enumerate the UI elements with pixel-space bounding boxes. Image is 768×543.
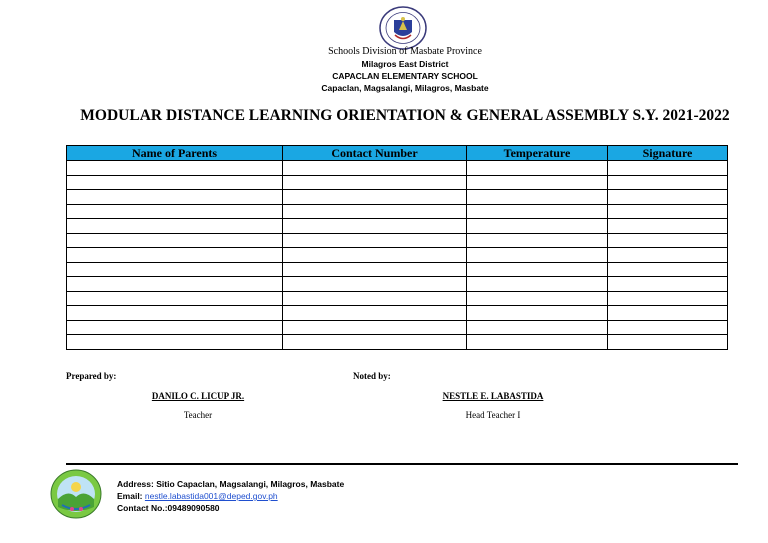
prepared-by-label: Prepared by: bbox=[66, 371, 117, 381]
name-cell bbox=[67, 204, 283, 219]
preparer-role: Teacher bbox=[183, 410, 213, 420]
contact-cell bbox=[283, 204, 467, 219]
noter-name: NESTLE E. LABASTIDA bbox=[442, 391, 544, 401]
table-header-row bbox=[67, 146, 728, 161]
table-row bbox=[67, 291, 728, 306]
name-cell bbox=[67, 320, 283, 335]
name-cell bbox=[67, 233, 283, 248]
contact-cell bbox=[283, 320, 467, 335]
noter-role: Head Teacher I bbox=[465, 410, 521, 420]
column-header-signature: Signature bbox=[608, 146, 728, 161]
email-label: Email: bbox=[117, 491, 143, 501]
table-row bbox=[67, 204, 728, 219]
address-label: Address: bbox=[117, 479, 154, 489]
temperature-cell bbox=[467, 190, 608, 205]
footer-contact bbox=[117, 503, 220, 513]
temperature-cell bbox=[467, 335, 608, 350]
temperature-cell bbox=[467, 291, 608, 306]
temperature-cell bbox=[467, 219, 608, 234]
signature-cell bbox=[608, 219, 728, 234]
school-logo-icon bbox=[50, 469, 102, 519]
name-cell bbox=[67, 175, 283, 190]
contact-cell bbox=[283, 335, 467, 350]
name-cell bbox=[67, 277, 283, 292]
table-row bbox=[67, 219, 728, 234]
table-row bbox=[67, 306, 728, 321]
name-cell bbox=[67, 248, 283, 263]
signature-cell bbox=[608, 204, 728, 219]
contact-cell bbox=[283, 175, 467, 190]
signature-cell bbox=[608, 262, 728, 277]
division-name: Schools Division of Masbate Province bbox=[328, 46, 482, 57]
school-address: Capaclan, Magsalangi, Milagros, Masbate bbox=[321, 83, 489, 93]
signature-cell bbox=[608, 248, 728, 263]
signature-cell bbox=[608, 161, 728, 176]
noted-by-label: Noted by: bbox=[353, 371, 391, 381]
signature-cell bbox=[608, 306, 728, 321]
preparer-name: DANILO C. LICUP JR. bbox=[151, 391, 245, 401]
table-row bbox=[67, 262, 728, 277]
signature-cell bbox=[608, 190, 728, 205]
signature-cell bbox=[608, 335, 728, 350]
district-name: Milagros East District bbox=[361, 59, 449, 69]
signature-cell bbox=[608, 175, 728, 190]
address-value: Sitio Capaclan, Magsalangi, Milagros, Masbate bbox=[156, 479, 345, 489]
contact-cell bbox=[283, 161, 467, 176]
name-cell bbox=[67, 161, 283, 176]
table-row bbox=[67, 190, 728, 205]
signature-cell bbox=[608, 277, 728, 292]
temperature-cell bbox=[467, 306, 608, 321]
contact-cell bbox=[283, 219, 467, 234]
column-header-name: Name of Parents bbox=[67, 146, 283, 161]
contact-cell bbox=[283, 277, 467, 292]
temperature-cell bbox=[467, 262, 608, 277]
attendance-table bbox=[66, 145, 728, 350]
name-cell bbox=[67, 306, 283, 321]
table-row bbox=[67, 233, 728, 248]
name-cell bbox=[67, 291, 283, 306]
table-row bbox=[67, 175, 728, 190]
contact-value: 09489090580 bbox=[167, 503, 220, 513]
contact-cell bbox=[283, 190, 467, 205]
name-cell bbox=[67, 190, 283, 205]
footer-divider bbox=[66, 463, 738, 465]
temperature-cell bbox=[467, 204, 608, 219]
temperature-cell bbox=[467, 320, 608, 335]
contact-cell bbox=[283, 248, 467, 263]
column-header-temperature: Temperature bbox=[467, 146, 608, 161]
footer-email bbox=[117, 491, 278, 501]
deped-seal-icon bbox=[378, 6, 428, 50]
table-row bbox=[67, 248, 728, 263]
temperature-cell bbox=[467, 233, 608, 248]
table-row bbox=[67, 335, 728, 350]
temperature-cell bbox=[467, 175, 608, 190]
table-row bbox=[67, 320, 728, 335]
signature-cell bbox=[608, 233, 728, 248]
name-cell bbox=[67, 335, 283, 350]
footer-address bbox=[117, 479, 344, 489]
school-name: CAPACLAN ELEMENTARY SCHOOL bbox=[332, 71, 478, 81]
temperature-cell bbox=[467, 248, 608, 263]
temperature-cell bbox=[467, 277, 608, 292]
column-header-contact: Contact Number bbox=[283, 146, 467, 161]
table-row bbox=[67, 277, 728, 292]
signature-cell bbox=[608, 291, 728, 306]
temperature-cell bbox=[467, 161, 608, 176]
table-row bbox=[67, 161, 728, 176]
contact-cell bbox=[283, 233, 467, 248]
name-cell bbox=[67, 262, 283, 277]
document-title: MODULAR DISTANCE LEARNING ORIENTATION & GENERAL ASSEMBLY S.Y. 2021-2022 bbox=[80, 107, 730, 124]
contact-cell bbox=[283, 306, 467, 321]
name-cell bbox=[67, 219, 283, 234]
contact-cell bbox=[283, 262, 467, 277]
contact-label: Contact No.: bbox=[117, 503, 168, 513]
contact-cell bbox=[283, 291, 467, 306]
signature-cell bbox=[608, 320, 728, 335]
email-link[interactable]: nestle.labastida001@deped.gov.ph bbox=[144, 491, 278, 501]
